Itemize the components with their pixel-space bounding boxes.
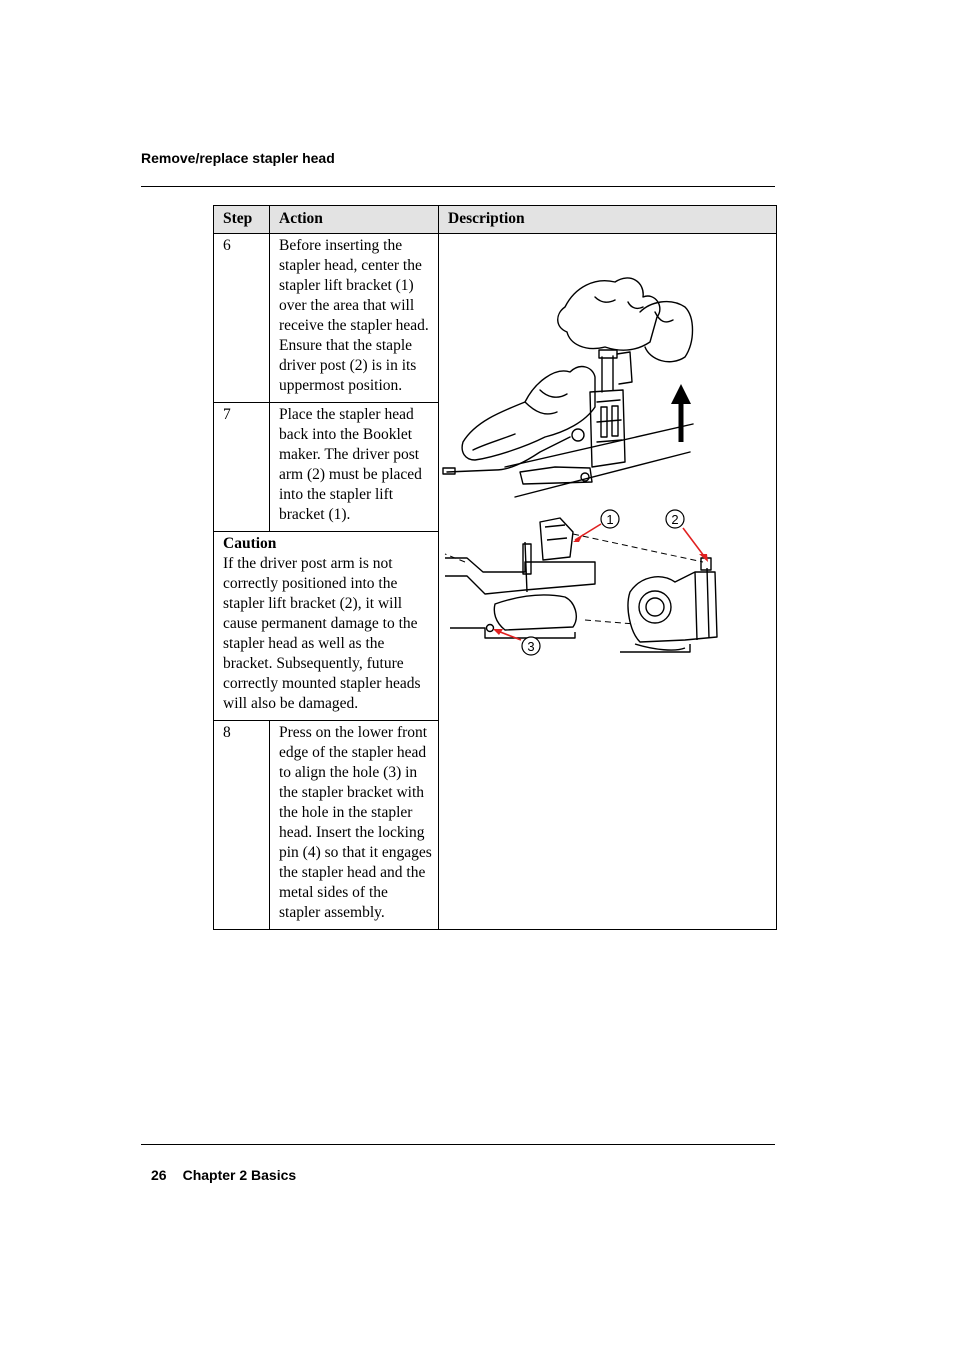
callout-2-label: 2: [671, 512, 679, 527]
page-number: 26: [151, 1167, 167, 1183]
column-header-step: Step: [214, 206, 270, 234]
procedure-table: [213, 205, 777, 930]
caution-title: Caution: [223, 535, 277, 552]
callout-1-label: 1: [606, 512, 614, 527]
step-action: Press on the lower front edge of the stapler head to align the hole (3) in the stapler bracket with the hole in the stapler head. Insert the locking pin (4) so that it engages the stapler head and the metal sides of the stapler assembly.: [270, 721, 439, 930]
running-header: Remove/replace stapler head: [141, 150, 335, 166]
table-row: [214, 234, 777, 403]
page-footer: [151, 1167, 296, 1183]
step-number: 6: [214, 234, 270, 403]
description-cell: [439, 234, 777, 930]
step-number: 7: [214, 403, 270, 532]
footer-rule: [141, 1144, 775, 1145]
step-action: Before inserting the stapler head, center the stapler lift bracket (1) over the area that will receive the stapler head. Ensure that the staple driver post (2) is in its uppermost position.: [270, 234, 439, 403]
caution-text: If the driver post arm is not correctly positioned into the stapler lift bracket (2), it will cause permanent damage to the stapler head as well as the bracket. Subsequently, future correctly mounted stapler heads will also be damaged.: [223, 555, 421, 712]
chapter-title: Chapter 2 Basics: [182, 1167, 297, 1183]
table-header-row: [214, 206, 777, 234]
column-header-action: Action: [270, 206, 439, 234]
stapler-illustration: [445, 272, 730, 654]
header-rule: [141, 186, 775, 187]
step-number: 8: [214, 721, 270, 930]
column-header-description: Description: [439, 206, 777, 234]
caution-cell: [214, 532, 439, 721]
callout-3-label: 3: [527, 639, 535, 654]
step-action: Place the stapler head back into the Booklet maker. The driver post arm (2) must be placed into the stapler lift bracket (1).: [270, 403, 439, 532]
